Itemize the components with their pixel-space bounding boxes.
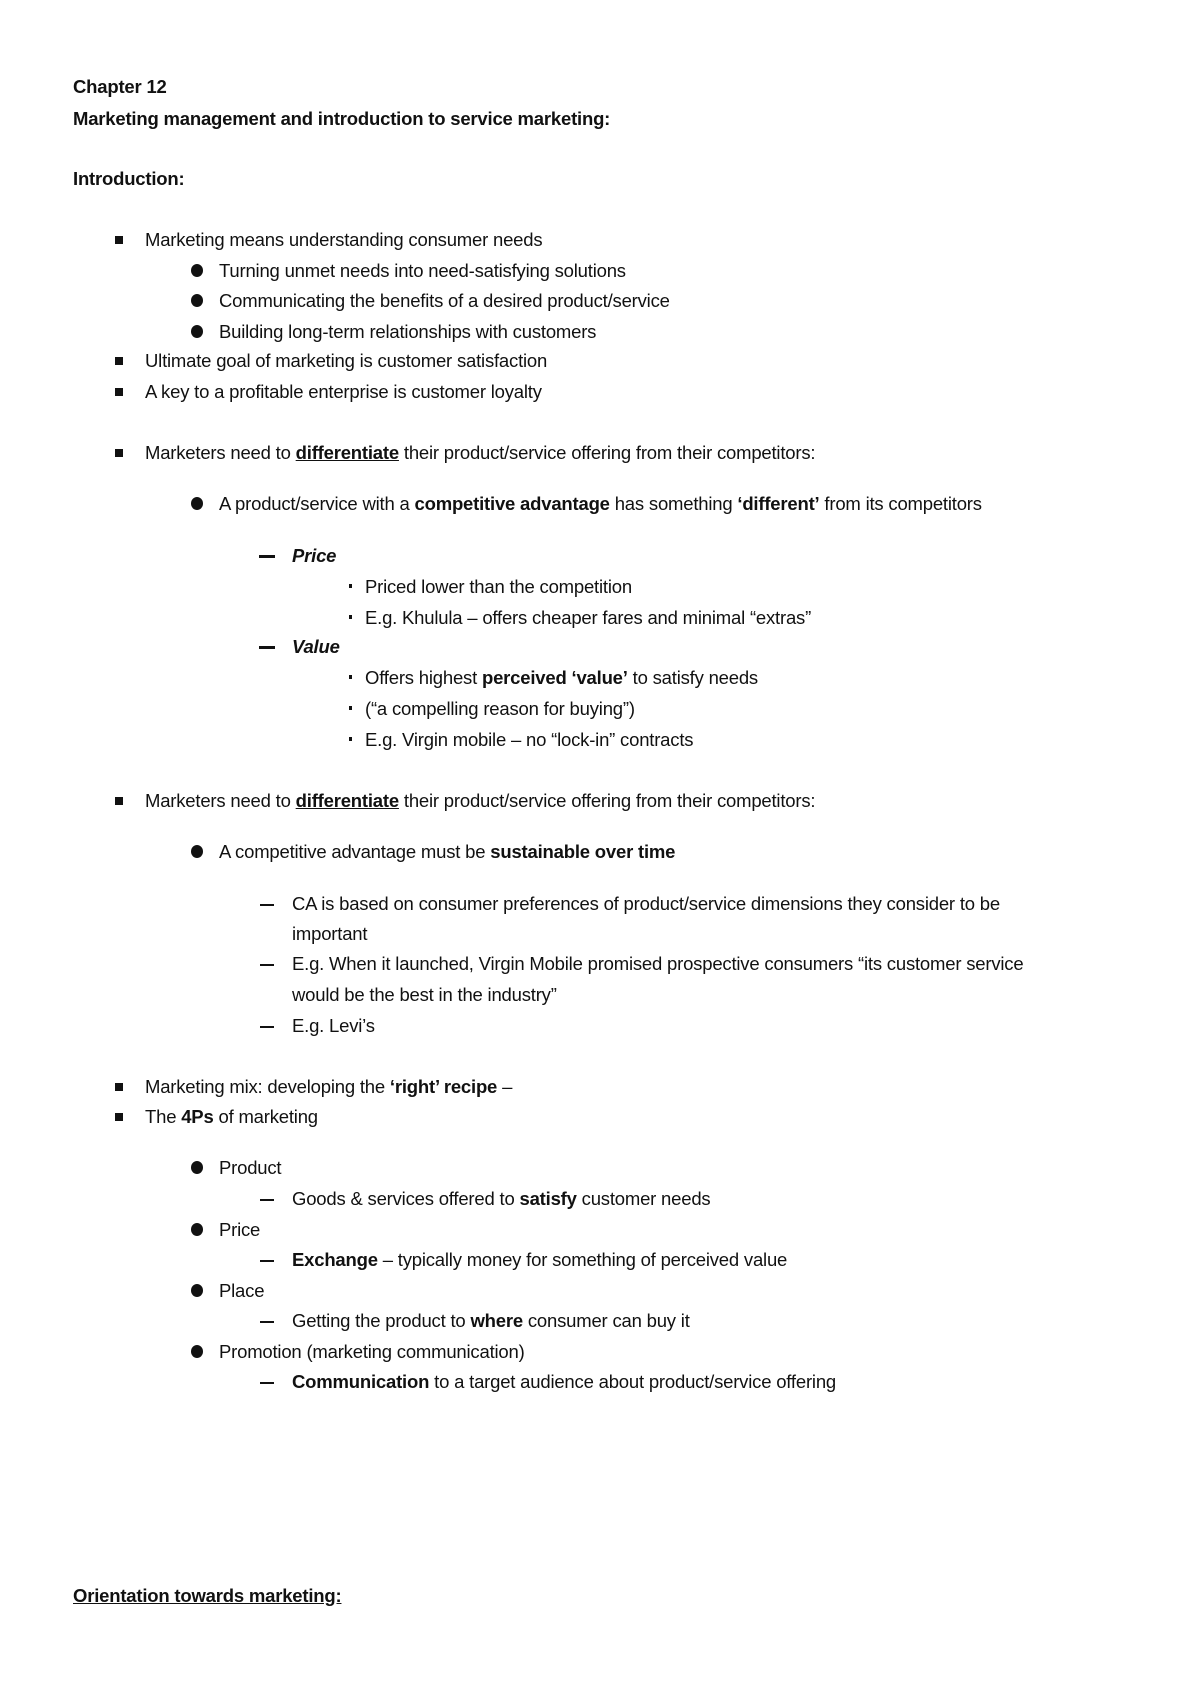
square-bullet-icon — [115, 1113, 123, 1121]
text-run: Marketers need to — [145, 790, 296, 811]
list-item — [219, 1279, 264, 1303]
text-run: from its competitors — [819, 493, 982, 514]
text-run: to a target audience about product/service offering — [429, 1371, 836, 1392]
text-run: Price — [219, 1219, 261, 1240]
text-run: customer needs — [576, 1188, 711, 1209]
text-run: satisfy — [519, 1188, 577, 1209]
text-run: Value — [292, 636, 340, 657]
text-run: where — [470, 1310, 523, 1331]
list-item — [219, 840, 675, 864]
list-item — [292, 1370, 836, 1394]
dash-bullet-icon — [260, 1321, 274, 1323]
heading — [73, 167, 184, 191]
text-run: Introduction: — [73, 168, 185, 189]
list-item — [219, 1218, 260, 1242]
dash-bullet-icon — [259, 646, 275, 649]
text-run: of marketing — [213, 1106, 318, 1127]
text-run: A product/service with a — [219, 493, 415, 514]
dash-bullet-icon — [260, 1260, 274, 1262]
square-bullet-icon — [115, 449, 123, 457]
round-bullet-icon — [191, 325, 203, 338]
small-dot-bullet-icon — [349, 615, 352, 619]
list-item — [145, 380, 542, 404]
text-run: – typically money for something of perceived value — [377, 1249, 788, 1270]
list-item — [365, 728, 693, 752]
text-run: to satisfy needs — [627, 667, 758, 688]
text-run: Ultimate goal of marketing is customer satisfaction — [145, 350, 548, 371]
round-bullet-icon — [191, 497, 203, 510]
text-run: Offers highest — [365, 667, 482, 688]
text-run: competitive advantage — [414, 493, 610, 514]
text-run: perceived ‘value’ — [481, 667, 628, 688]
list-item — [145, 349, 547, 373]
list-item — [292, 1014, 375, 1038]
square-bullet-icon — [115, 357, 123, 365]
round-bullet-icon — [191, 845, 203, 858]
list-item — [219, 492, 982, 516]
square-bullet-icon — [115, 1083, 123, 1091]
list-item — [292, 892, 1000, 916]
round-bullet-icon — [191, 1161, 203, 1174]
list-item — [219, 320, 596, 344]
text-run: CA is based on consumer preferences of product/service dimensions they consider to be — [292, 893, 1000, 914]
text-run: consumer can buy it — [522, 1310, 690, 1331]
list-item — [365, 697, 635, 721]
dash-bullet-icon — [260, 904, 274, 906]
dash-bullet-icon — [259, 555, 275, 558]
dash-bullet-icon — [260, 1199, 274, 1201]
text-run: 4Ps — [181, 1106, 214, 1127]
dash-bullet-icon — [260, 964, 274, 966]
text-run: Place — [219, 1280, 265, 1301]
list-item — [292, 635, 340, 659]
text-run: Turning unmet needs into need-satisfying solutions — [219, 260, 626, 281]
text-run: E.g. Virgin mobile – no “lock-in” contracts — [365, 729, 694, 750]
text-run: Orientation towards marketing: — [73, 1585, 342, 1606]
list-item — [292, 1309, 690, 1333]
text-run: their product/service offering from their competitors: — [398, 790, 816, 811]
text-run: E.g. Khulula – offers cheaper fares and minimal “extras” — [365, 607, 812, 628]
text-run: ‘right’ recipe — [389, 1076, 498, 1097]
text-run: E.g. Levi’s — [292, 1015, 375, 1036]
text-run: differentiate — [295, 442, 399, 463]
heading — [73, 107, 610, 131]
list-item — [219, 259, 626, 283]
round-bullet-icon — [191, 1345, 203, 1358]
small-dot-bullet-icon — [349, 737, 352, 741]
list-item — [292, 952, 1023, 976]
list-item — [365, 606, 811, 630]
list-item — [365, 666, 758, 690]
text-run: E.g. When it launched, Virgin Mobile promised prospective consumers “its customer service — [292, 953, 1024, 974]
text-run: (“a compelling reason for buying”) — [365, 698, 635, 719]
round-bullet-icon — [191, 1223, 203, 1236]
text-run: Exchange — [292, 1249, 378, 1270]
text-run: Product — [219, 1157, 282, 1178]
list-item — [365, 575, 632, 599]
text-run: Marketers need to — [145, 442, 296, 463]
text-run: sustainable over time — [490, 841, 676, 862]
square-bullet-icon — [115, 388, 123, 396]
list-item — [292, 983, 557, 1007]
small-dot-bullet-icon — [349, 675, 352, 679]
list-item — [145, 1105, 318, 1129]
text-run: differentiate — [295, 790, 399, 811]
list-item — [219, 1156, 281, 1180]
small-dot-bullet-icon — [349, 584, 352, 588]
text-run: their product/service offering from their competitors: — [398, 442, 816, 463]
text-run: has something — [609, 493, 738, 514]
text-run: – — [497, 1076, 513, 1097]
text-run: Chapter 12 — [73, 76, 167, 97]
heading — [73, 1584, 341, 1608]
small-dot-bullet-icon — [349, 706, 352, 710]
square-bullet-icon — [115, 797, 123, 805]
text-run: Promotion (marketing communication) — [219, 1341, 525, 1362]
text-run: Communicating the benefits of a desired product/service — [219, 290, 670, 311]
text-run: A key to a profitable enterprise is customer loyalty — [145, 381, 542, 402]
text-run: Price — [292, 545, 337, 566]
list-item — [292, 922, 367, 946]
heading — [73, 75, 167, 99]
text-run: Goods & services offered to — [292, 1188, 520, 1209]
dash-bullet-icon — [260, 1026, 274, 1028]
text-run: A competitive advantage must be — [219, 841, 491, 862]
text-run: Marketing means understanding consumer needs — [145, 229, 543, 250]
text-run: Building long-term relationships with customers — [219, 321, 597, 342]
round-bullet-icon — [191, 1284, 203, 1297]
list-item — [219, 1340, 525, 1364]
text-run: important — [292, 923, 368, 944]
text-run: would be the best in the industry” — [292, 984, 557, 1005]
round-bullet-icon — [191, 264, 203, 277]
text-run: Communication — [292, 1371, 430, 1392]
square-bullet-icon — [115, 236, 123, 244]
text-run: The — [145, 1106, 182, 1127]
list-item — [145, 441, 815, 465]
text-run: Marketing mix: developing the — [145, 1076, 390, 1097]
text-run: Getting the product to — [292, 1310, 471, 1331]
list-item — [292, 1187, 710, 1211]
list-item — [145, 228, 542, 252]
text-run: ‘different’ — [737, 493, 820, 514]
text-run: Marketing management and introduction to service marketing: — [73, 108, 611, 129]
list-item — [292, 544, 336, 568]
text-run: Priced lower than the competition — [365, 576, 632, 597]
list-item — [292, 1248, 787, 1272]
dash-bullet-icon — [260, 1382, 274, 1384]
list-item — [145, 789, 815, 813]
round-bullet-icon — [191, 294, 203, 307]
list-item — [145, 1075, 512, 1099]
list-item — [219, 289, 670, 313]
